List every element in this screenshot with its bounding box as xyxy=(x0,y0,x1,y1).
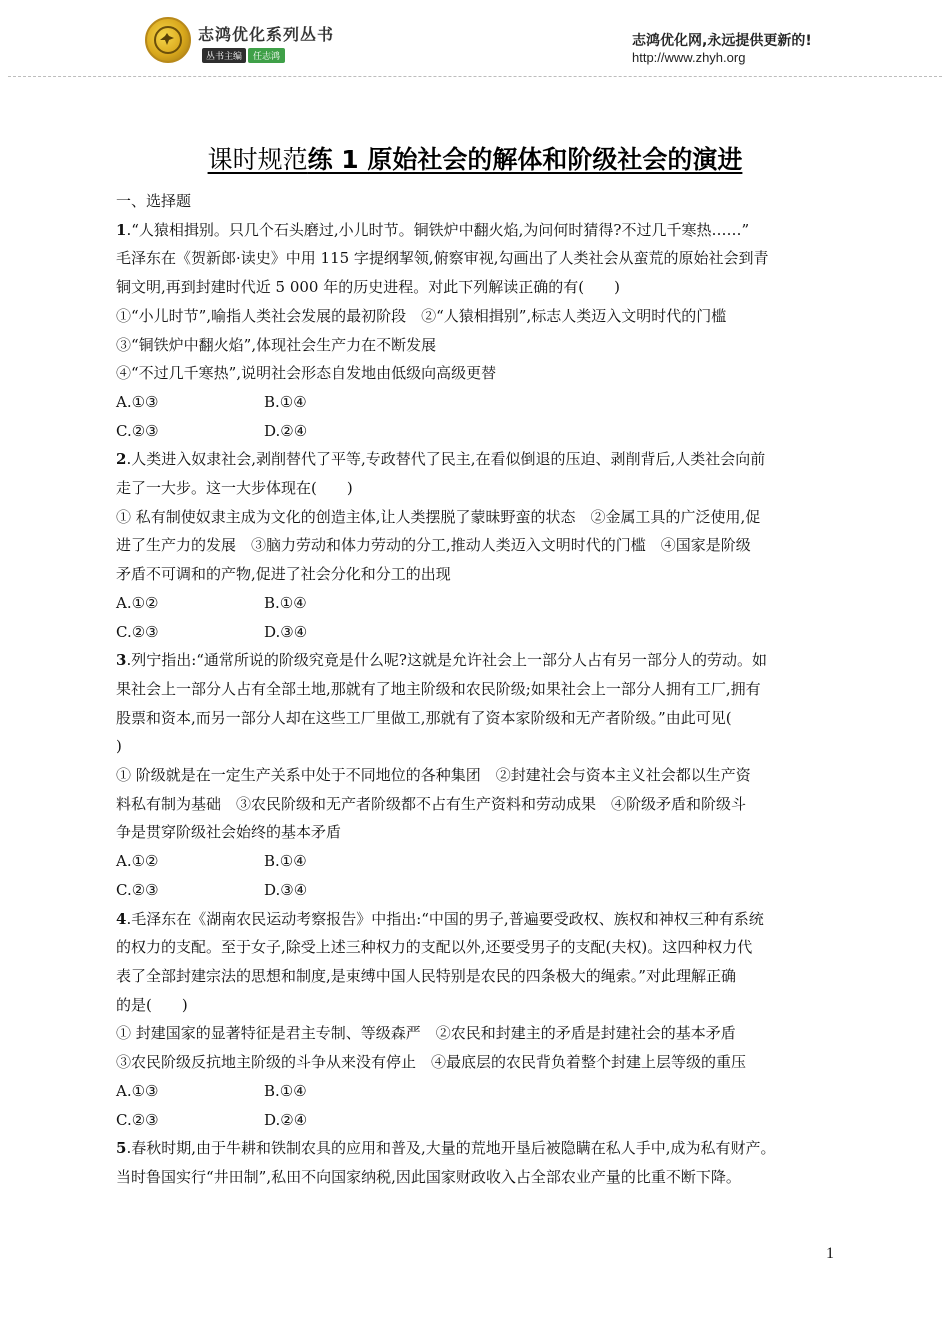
question-line: 4.毛泽东在《湖南农民运动考察报告》中指出:“中国的男子,普遍要受政权、族权和神权三种有系统 xyxy=(116,909,764,928)
question-line: 表了全部封建宗法的思想和制度,是束缚中国人民特别是农民的四条极大的绳索。”对此理解正确 xyxy=(116,966,736,985)
option-c[interactable]: C.②③ xyxy=(116,421,159,440)
section-heading: 一、选择题 xyxy=(116,192,192,210)
zhihong-logo-icon xyxy=(145,17,191,63)
question-3 xyxy=(116,646,836,904)
option-d[interactable]: D.③④ xyxy=(264,880,308,899)
option-a[interactable]: A.①② xyxy=(116,852,159,871)
option-c[interactable]: C.②③ xyxy=(116,622,159,641)
header-divider xyxy=(8,76,942,77)
question-number: 1 xyxy=(116,220,127,239)
option-a[interactable]: A.①③ xyxy=(116,392,159,411)
option-row xyxy=(116,847,836,876)
question-line: ① 阶级就是在一定生产关系中处于不同地位的各种集团 ②封建社会与资本主义社会都以生产资 xyxy=(116,766,751,785)
question-line: 矛盾不可调和的产物,促进了社会分化和分工的出现 xyxy=(116,565,451,584)
question-5 xyxy=(116,1134,836,1191)
question-line: 股票和资本,而另一部分人却在这些工厂里做工,那就有了资本家阶级和无产者阶级。”由此可见( xyxy=(116,708,732,727)
question-line: 料私有制为基础 ③农民阶级和无产者阶级都不占有生产资料和劳动成果 ④阶级矛盾和阶级斗 xyxy=(116,794,747,813)
option-b[interactable]: B.①④ xyxy=(264,392,307,411)
question-number: 5 xyxy=(116,1139,127,1158)
question-4 xyxy=(116,905,836,1135)
option-a[interactable]: A.①③ xyxy=(116,1081,159,1100)
question-line: 3.列宁指出:“通常所说的阶级究竟是什么呢?这就是允许社会上一部分人占有另一部分人的劳动。如 xyxy=(116,651,767,670)
question-number: 3 xyxy=(116,651,127,670)
series-editor-name: 任志鸿 xyxy=(248,48,285,63)
option-c[interactable]: C.②③ xyxy=(116,880,159,899)
question-line: ③农民阶级反抗地主阶级的斗争从来没有停止 ④最底层的农民背负着整个封建上层等级的重压 xyxy=(116,1053,747,1072)
question-list xyxy=(116,187,836,1192)
question-line: 1.“人猿相揖别。只几个石头磨过,小儿时节。铜铁炉中翻火焰,为问何时猜得?不过几千寒热……” xyxy=(116,220,750,239)
option-row xyxy=(116,1077,836,1106)
option-b[interactable]: B.①④ xyxy=(264,1081,307,1100)
option-row xyxy=(116,589,836,618)
question-line: 的权力的支配。至于女子,除受上述三种权力的支配以外,还要受男子的支配(夫权)。这四种权力代 xyxy=(116,938,753,957)
option-row xyxy=(116,388,836,417)
question-line: ① 封建国家的显著特征是君主专制、等级森严 ②农民和封建主的矛盾是封建社会的基本矛盾 xyxy=(116,1024,736,1043)
question-line: 走了一大步。这一大步体现在( ) xyxy=(116,479,353,498)
question-line: ) xyxy=(116,737,122,756)
option-row xyxy=(116,417,836,446)
option-b[interactable]: B.①④ xyxy=(264,593,307,612)
option-row xyxy=(116,876,836,905)
title-main: 练 1 原始社会的解体和阶级社会的演进 xyxy=(307,145,743,174)
question-line: 果社会上一部分人占有全部土地,那就有了地主阶级和农民阶级;如果社会上一部分人拥有工厂,拥有 xyxy=(116,679,761,698)
option-row xyxy=(116,1106,836,1135)
option-d[interactable]: D.②④ xyxy=(264,421,308,440)
option-d[interactable]: D.③④ xyxy=(264,622,308,641)
site-url[interactable]: http://www.zhyh.org xyxy=(632,50,746,65)
question-line: ① 私有制使奴隶主成为文化的创造主体,让人类摆脱了蒙昧野蛮的状态 ②金属工具的广泛使用,促 xyxy=(116,507,761,526)
question-line: 争是贯穿阶级社会始终的基本矛盾 xyxy=(116,823,342,842)
option-b[interactable]: B.①④ xyxy=(264,852,307,871)
question-line: 5.春秋时期,由于牛耕和铁制农具的应用和普及,大量的荒地开垦后被隐瞒在私人手中,成为私有财产。 xyxy=(116,1139,776,1158)
question-1 xyxy=(116,216,836,446)
option-d[interactable]: D.②④ xyxy=(264,1110,308,1129)
site-slogan: 志鸿优化网,永远提供更新的! xyxy=(632,33,812,49)
title-prefix: 课时规范 xyxy=(207,145,308,174)
series-title: 志鸿优化系列丛书 xyxy=(198,25,335,44)
question-2 xyxy=(116,445,836,646)
series-editor-label: 丛书主编 xyxy=(202,48,246,63)
question-line: 进了生产力的发展 ③脑力劳动和体力劳动的分工,推动人类迈入文明时代的门槛 ④国家是阶级 xyxy=(116,536,751,555)
eagle-icon xyxy=(159,32,175,46)
question-number: 4 xyxy=(116,909,127,928)
question-line: ④“不过几千寒热”,说明社会形态自发地由低级向高级更替 xyxy=(116,364,497,383)
page-title xyxy=(0,140,950,176)
question-line: ③“铜铁炉中翻火焰”,体现社会生产力在不断发展 xyxy=(116,335,437,354)
question-line: 的是( ) xyxy=(116,995,188,1014)
question-number: 2 xyxy=(116,450,127,469)
option-row xyxy=(116,618,836,647)
page-number: 1 xyxy=(826,1245,834,1262)
question-line: ①“小儿时节”,喻指人类社会发展的最初阶段 ②“人猿相揖别”,标志人类迈入文明时代的门槛 xyxy=(116,306,727,325)
question-line: 毛泽东在《贺新郎·读史》中用 115 字提纲挈领,俯察审视,勾画出了人类社会从蛮荒的原始社会到青 xyxy=(116,249,769,268)
page-header xyxy=(0,0,950,82)
question-line: 当时鲁国实行“井田制”,私田不向国家纳税,因此国家财政收入占全部农业产量的比重不断下降。 xyxy=(116,1167,741,1186)
question-line: 铜文明,再到封建时代近 5 000 年的历史进程。对此下列解读正确的有( ) xyxy=(116,278,620,297)
option-a[interactable]: A.①② xyxy=(116,593,159,612)
question-line: 2.人类进入奴隶社会,剥削替代了平等,专政替代了民主,在看似倒退的压迫、剥削背后,人类社会向前 xyxy=(116,450,766,469)
option-c[interactable]: C.②③ xyxy=(116,1110,159,1129)
